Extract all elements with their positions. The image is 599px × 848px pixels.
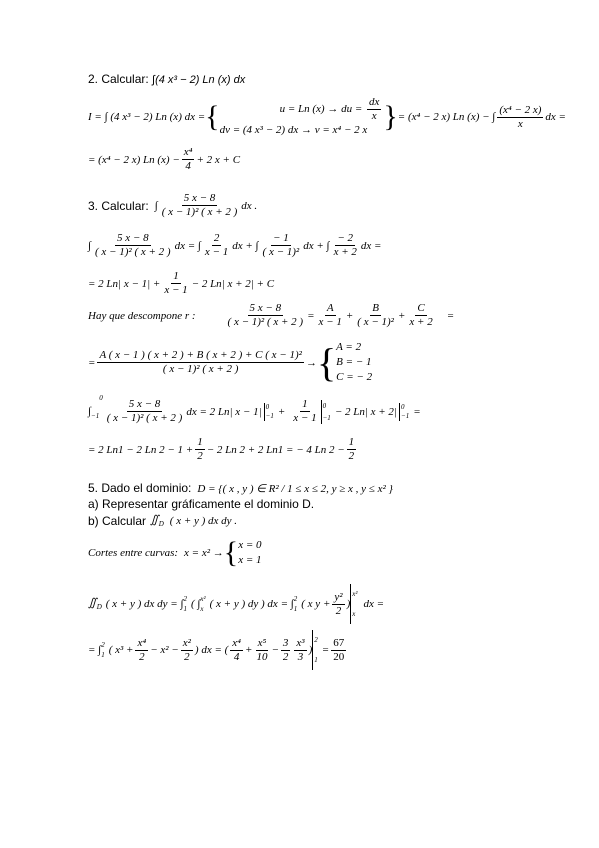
frac-den: ( x − 1)² ( x + 2 ) xyxy=(227,316,304,328)
frac-den: x − 1 xyxy=(318,316,342,328)
left-brace: { xyxy=(205,100,220,133)
sub-v: dv = (4 x³ − 2) dx → v = x⁴ − 2 x xyxy=(219,124,368,136)
part-a: a) Representar gráficamente el dominio D. xyxy=(88,497,315,511)
domain-definition: D = {( x , y ) ∈ R² / 1 ≤ x ≤ 2, y ≥ x , y ≤ x² } xyxy=(197,482,393,495)
double-integral: $∬_D$ ( x + y ) dx dy = ∫ 2 1 ( ∫ x² x ( x + y ) dy ) dx = ∫ 2 1 ( x y + $\frac{\text{y²}}{2}$ ) x² x dx = xyxy=(88,584,384,624)
expr: I = ∫ (4 x³ − 2) Ln (x) dx = xyxy=(88,111,206,123)
expr: = ∫ xyxy=(88,644,102,656)
frac-num: C xyxy=(417,302,425,314)
problem-2-line-2 xyxy=(88,146,240,173)
frac-num: 1 xyxy=(173,270,179,282)
solution-b: B = − 1 xyxy=(336,356,372,368)
expr: − 2 Ln 2 + 2 Ln1 = − 4 Ln 2 − xyxy=(206,443,345,456)
expr: ( ∫ xyxy=(190,598,201,610)
frac-den: x − 1 xyxy=(164,284,188,296)
expr: dx = xyxy=(363,598,385,610)
frac-num: dx xyxy=(369,96,380,108)
left-brace: { xyxy=(223,536,239,569)
expr: = 2 Ln| x − 1| + xyxy=(88,277,161,290)
expr: ( x³ + xyxy=(108,644,134,656)
expr: dx = 2 Ln| x − 1| xyxy=(186,405,262,418)
expr: + xyxy=(245,644,253,656)
frac-num: x² xyxy=(182,636,191,649)
frac-den: ( x − 1)² xyxy=(262,246,300,258)
frac-den: x + 2 xyxy=(409,316,433,328)
expr: + 2 x + C xyxy=(196,153,241,166)
frac-den: ( x − 1)² ( x + 2 ) xyxy=(162,363,239,375)
expr: ( x + y ) dx dy . xyxy=(169,514,238,527)
expr: = xyxy=(413,405,421,418)
frac-den: x xyxy=(517,117,523,130)
frac-den: 2 xyxy=(335,604,342,617)
solution-a: A = 2 xyxy=(336,341,362,353)
problem-3-definite: $\int_{-1}^0$ $\frac{5 x - 8}{\text{( x − 1)² ( x + 2 )}}$ dx = 2 Ln| x − 1| 0 −1 + $\frac{1}{x - 1}$ 0 −1 − 2 Ln| x + 2| 0 −1 = xyxy=(88,393,421,424)
problem-2-line-1 xyxy=(88,96,566,138)
expr: x = x² → xyxy=(184,547,224,559)
problem-3-system: = $\frac{\text{A ( x − 1 ) ( x + 2 ) + B ( x + 2 ) + C ( x − 1)²}}{\text{( x − 1)² ( x + 2 )}}$ → { A = 2 B = − 1 C = − 2 xyxy=(88,339,373,385)
frac-den: 2 xyxy=(197,450,203,462)
evaluation-limits: 0 −1 xyxy=(322,401,331,422)
frac-den: ( x − 1)² ( x + 2 ) xyxy=(161,206,238,218)
frac-den: 4 xyxy=(185,160,191,172)
solutions xyxy=(336,340,372,385)
frac-num: 2 xyxy=(213,232,220,244)
expr: dx = xyxy=(360,239,382,252)
integral: ∫ xyxy=(154,199,158,212)
frac-num: x⁴ xyxy=(137,636,147,649)
left-brace: { xyxy=(316,339,337,385)
frac-den: x + 2 xyxy=(333,246,357,258)
expr: = (x⁴ − 2 x) Ln (x) − ∫ xyxy=(397,111,496,123)
frac-num: x³ xyxy=(296,636,305,649)
evaluation-limits: 0 −1 xyxy=(400,402,410,420)
expr: dx + ∫ xyxy=(303,239,330,252)
frac-den: 2 xyxy=(282,650,289,663)
frac-num: x⁴ xyxy=(183,146,193,158)
problem-5-heading xyxy=(88,481,393,495)
expr: ) dx = ( xyxy=(194,644,229,656)
frac-num: A ( x − 1 ) ( x + 2 ) + B ( x + 2 ) + C ( x − 1)² xyxy=(99,349,302,361)
heading-text: 3. Calcular: xyxy=(88,198,149,213)
frac-num: − 2 xyxy=(337,232,354,244)
final-calculation: = ∫ 2 1 ( x³ + $\frac{\text{x⁴}}{2}$ − x² − $\frac{\text{x²}}{2}$ ) dx = ( $\frac{\text{x⁴}}{4}$ + $\frac{\text{x⁵}}{10}$ − $\frac{3}{2}$ $\frac{\text{x³}}{3}$ ) 2 1 = $\frac{67}{20}$ xyxy=(88,630,348,670)
frac-den: 3 xyxy=(297,650,304,663)
frac-den: 2 xyxy=(184,650,190,663)
frac-den: 2 xyxy=(348,450,355,462)
frac-den: ( x − 1)² xyxy=(357,316,394,328)
frac-den: x − 1 xyxy=(204,246,229,258)
part-b-label: b) Calcular xyxy=(88,513,147,528)
frac-num: x⁴ xyxy=(232,636,242,649)
frac-num: (x⁴ − 2 x) xyxy=(499,103,542,116)
label: Hay que descompone r : xyxy=(88,309,196,322)
frac-num: 67 xyxy=(333,636,345,649)
expr: ( x + y ) dy ) dx = ∫ xyxy=(209,598,294,610)
expr: = 2 Ln1 − 2 Ln 2 − 1 + xyxy=(88,443,194,456)
label: Cortes entre curvas: xyxy=(88,547,179,559)
frac-num: 5 x − 8 xyxy=(128,398,161,410)
frac-num: 1 xyxy=(197,436,203,448)
frac-den: ( x − 1)² ( x + 2 ) xyxy=(106,412,183,424)
expr: ( x + y ) dx dy = ∫ xyxy=(105,598,184,610)
problem-3-decomposition: Hay que descompone r : $\frac{5 x - 8}{\text{( x − 1)² ( x + 2 )}}$ = $\frac{A}{x - 1}$ + $\frac{B}{\text{( x − 1)²}}$ + $\frac{C}{x + 2}$ = xyxy=(88,302,455,328)
frac-num: − 1 xyxy=(273,232,289,244)
frac-num: 1 xyxy=(302,398,308,410)
frac-num: B xyxy=(372,302,379,314)
substitution xyxy=(220,96,384,138)
curve-intersections xyxy=(88,538,262,568)
frac-den: 10 xyxy=(256,650,268,663)
frac-num: 3 xyxy=(282,636,289,649)
frac-num: 5 x − 8 xyxy=(249,302,282,314)
expr: − x² − xyxy=(150,644,179,656)
part-b: b) Calcular $∬_D$ ( x + y ) dx dy . xyxy=(88,513,238,529)
expr: ) xyxy=(346,598,351,610)
problem-2-heading xyxy=(88,72,245,86)
intersection-solutions: x = 0 x = 1 xyxy=(238,539,262,566)
expr: − xyxy=(271,644,279,656)
frac-num: A xyxy=(326,302,334,314)
expr: dx = xyxy=(545,111,566,123)
expr: dx + ∫ xyxy=(232,239,259,252)
frac-num: 5 x − 8 xyxy=(183,192,216,204)
frac-den: 20 xyxy=(333,650,345,663)
solution-c: C = − 2 xyxy=(336,371,373,383)
frac-den: ( x − 1)² ( x + 2 ) xyxy=(95,246,171,258)
problem-3-eq-2 xyxy=(88,270,274,297)
expr: − 2 Ln| x + 2| xyxy=(334,405,397,418)
frac-num: y² xyxy=(334,590,343,603)
sub-u: u = Ln (x) → du = xyxy=(279,103,363,116)
problem-3-result xyxy=(88,436,358,463)
expr: dx . xyxy=(241,199,258,212)
frac-den: x − 1 xyxy=(293,412,317,424)
expr: dx = ∫ xyxy=(174,239,201,252)
frac-den: 2 xyxy=(139,650,145,663)
heading-text: 2. Calcular: xyxy=(88,72,149,86)
expr: ) xyxy=(308,644,313,656)
frac-num: 1 xyxy=(348,436,355,448)
expr: = (x⁴ − 2 x) Ln (x) − xyxy=(88,153,180,166)
expr: − 2 Ln| x + 2| + C xyxy=(191,277,275,290)
frac-den: 4 xyxy=(233,650,240,663)
frac-num: x⁵ xyxy=(257,636,267,649)
expr: ( x y + xyxy=(301,598,331,610)
expr: = xyxy=(321,644,330,656)
right-brace: } xyxy=(383,100,398,133)
frac-num: 5 x − 8 xyxy=(117,232,149,244)
frac-den: x xyxy=(371,110,377,122)
heading-text: 5. Dado el dominio: xyxy=(88,481,192,495)
integrand: ∫(4 x³ − 2) Ln (x) dx xyxy=(152,74,246,86)
problem-3-eq-1: ∫ $\frac{5 x - 8}{\text{( x − 1)² ( x + 2 )}}$ dx = ∫ $\frac{2}{x - 1}$ dx + ∫ $\frac{- 1}{\text{( x − 1)²}}$ dx + ∫ $\frac{- 2}{x + 2}$ dx = xyxy=(88,232,382,258)
problem-3-heading xyxy=(88,192,257,219)
evaluation-limits: 0 −1 xyxy=(265,402,274,420)
